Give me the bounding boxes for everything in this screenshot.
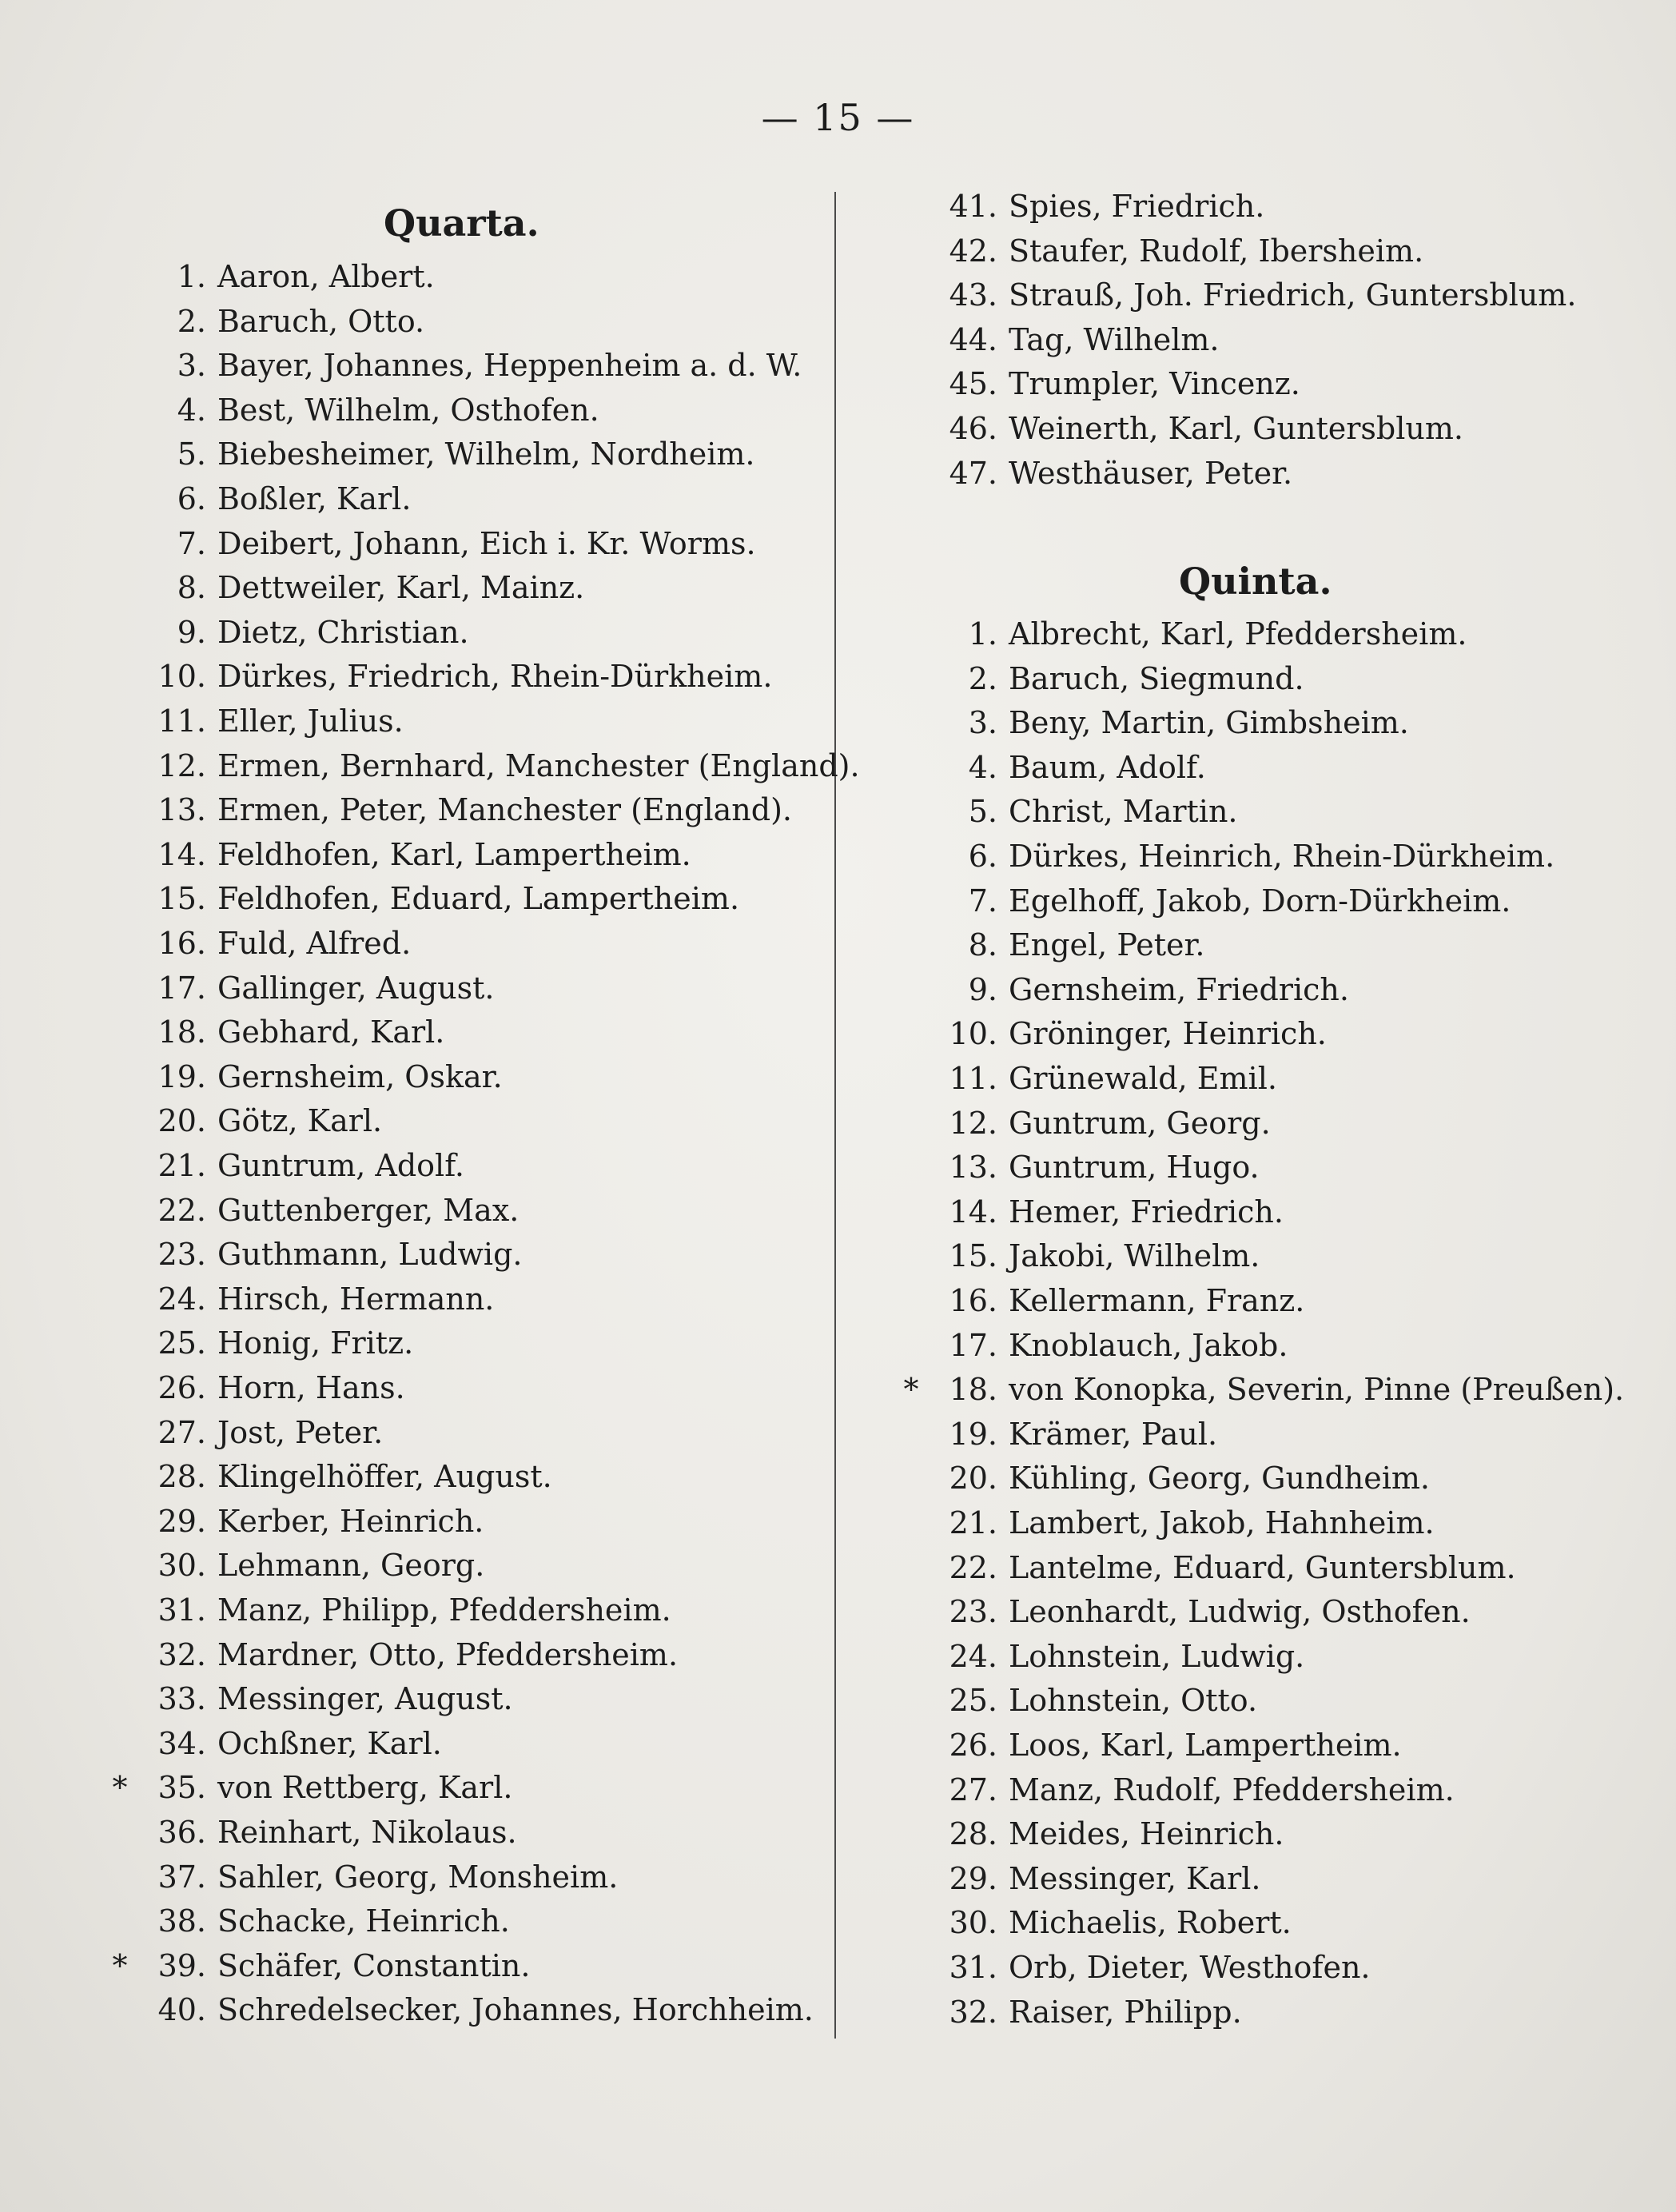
entry-number: 27.: [157, 1414, 206, 1450]
entry-number: 25.: [949, 1683, 997, 1719]
entry-number: 32.: [157, 1636, 206, 1672]
entry-name: von Rettberg, Karl.: [217, 1770, 513, 1806]
entry-number: 8.: [177, 570, 206, 606]
entry-name: Lehmann, Georg.: [217, 1548, 485, 1584]
entry-name: Schäfer, Constantin.: [217, 1947, 531, 1983]
entry-number: 30.: [949, 1905, 997, 1941]
entry-name: Orb, Dieter, Westhofen.: [1009, 1950, 1371, 1985]
entry-name: Trumpler, Vincenz.: [1009, 366, 1300, 402]
entry-number: 36.: [157, 1815, 206, 1850]
entry-number: 22.: [949, 1549, 997, 1585]
entry-number: 20.: [157, 1103, 206, 1139]
quinta-entry: [919, 834, 1555, 879]
quarta-entry: [128, 343, 802, 388]
entry-name: Dürkes, Friedrich, Rhein-Dürkheim.: [217, 659, 773, 695]
quarta-entry: [128, 565, 584, 610]
quarta-entry: [128, 966, 494, 1010]
quinta-entry: [919, 700, 1409, 745]
entry-name: Ermen, Peter, Manchester (England).: [217, 792, 792, 828]
quarta-continued-entry: [919, 317, 1219, 362]
quinta-entry: [919, 1501, 1435, 1545]
entry-name: Lambert, Jakob, Hahnheim.: [1009, 1505, 1435, 1540]
quarta-entry: [128, 432, 755, 476]
quarta-entry: [128, 1632, 678, 1677]
entry-number: 44.: [949, 321, 997, 357]
entry-name: Guntrum, Adolf.: [217, 1148, 464, 1183]
entry-number: 28.: [949, 1816, 997, 1852]
entry-number: 1.: [968, 616, 997, 652]
entry-number: 33.: [157, 1681, 206, 1717]
entry-number: 18.: [157, 1014, 206, 1050]
quinta-entry: [919, 1723, 1402, 1768]
entry-number: 31.: [157, 1592, 206, 1628]
quinta-entry: [919, 1634, 1304, 1679]
quinta-entry: [919, 1145, 1260, 1190]
entry-name: Gebhard, Karl.: [217, 1014, 445, 1050]
entry-number: 39.: [157, 1947, 206, 1983]
entry-number: 2.: [968, 660, 997, 696]
quarta-entry: [128, 299, 424, 344]
entry-number: 10.: [157, 659, 206, 695]
entry-number: 15.: [949, 1238, 997, 1274]
quinta-entry: [919, 1768, 1455, 1812]
entry-number: 24.: [949, 1638, 997, 1674]
entry-name: Reinhart, Nikolaus.: [217, 1815, 517, 1850]
quarta-entry: [128, 1721, 442, 1766]
entry-number: 35.: [157, 1770, 206, 1806]
entry-name: Guntrum, Hugo.: [1009, 1150, 1260, 1186]
quinta-entry: [919, 1101, 1271, 1146]
quarta-entry: [128, 388, 599, 432]
entry-name: Grünewald, Emil.: [1009, 1061, 1277, 1096]
entry-number: 16.: [157, 926, 206, 961]
entry-name: Guttenberger, Max.: [217, 1192, 520, 1228]
entry-number: 10.: [949, 1016, 997, 1052]
entry-number: 34.: [157, 1725, 206, 1761]
entry-name: Albrecht, Karl, Pfeddersheim.: [1009, 616, 1467, 652]
quinta-entry: [919, 1856, 1260, 1901]
quarta-entry: [128, 1054, 503, 1099]
entry-name: Beny, Martin, Gimbsheim.: [1009, 705, 1409, 741]
entry-name: Baruch, Siegmund.: [1009, 660, 1304, 696]
entry-number: 8.: [968, 927, 997, 963]
entry-number: 26.: [157, 1370, 206, 1405]
entry-number: 12.: [949, 1105, 997, 1141]
entry-name: Staufer, Rudolf, Ibersheim.: [1009, 233, 1424, 269]
entry-name: Klingelhöffer, August.: [217, 1459, 552, 1495]
entry-name: Tag, Wilhelm.: [1009, 321, 1220, 357]
quinta-entry: [919, 1011, 1327, 1056]
quinta-entry: [919, 1589, 1471, 1634]
entry-number: 7.: [968, 883, 997, 919]
entry-number: 4.: [177, 392, 206, 428]
entry-name: Schacke, Heinrich.: [217, 1903, 510, 1939]
quarta-entry: [128, 921, 411, 966]
quarta-entry: [128, 1676, 513, 1721]
entry-name: Horn, Hans.: [217, 1370, 405, 1405]
quarta-entry: [128, 1810, 517, 1855]
entry-number: 25.: [157, 1325, 206, 1361]
entry-number: 20.: [949, 1461, 997, 1497]
quinta-entry: [919, 879, 1511, 923]
quarta-entry: [128, 1410, 383, 1455]
quarta-entry: [128, 1098, 382, 1143]
entry-name: Boßler, Karl.: [217, 481, 412, 516]
quinta-entry: [919, 789, 1238, 834]
entry-number: 30.: [157, 1548, 206, 1584]
entry-number: 21.: [949, 1505, 997, 1540]
quarta-entry: [128, 743, 860, 788]
entry-number: 45.: [949, 366, 997, 402]
quarta-entry: [128, 1143, 464, 1188]
quarta-entry: [128, 1855, 618, 1899]
entry-name: Michaelis, Robert.: [1009, 1905, 1292, 1941]
entry-number: 18.: [949, 1372, 997, 1408]
entry-number: 42.: [949, 233, 997, 269]
entry-number: 15.: [157, 881, 206, 917]
entry-number: 40.: [157, 1992, 206, 2028]
entry-name: Lohnstein, Otto.: [1009, 1683, 1258, 1719]
entry-name: Strauß, Joh. Friedrich, Guntersblum.: [1009, 277, 1577, 313]
entry-name: Lantelme, Eduard, Guntersblum.: [1009, 1549, 1516, 1585]
entry-number: 37.: [157, 1859, 206, 1895]
entry-name: Egelhoff, Jakob, Dorn-Dürkheim.: [1009, 883, 1511, 919]
entry-name: Gernsheim, Friedrich.: [1009, 971, 1349, 1007]
entry-name: Kerber, Heinrich.: [217, 1503, 484, 1539]
quarta-entry: [128, 1188, 519, 1233]
quarta-entry: [128, 610, 469, 655]
entry-name: Dettweiler, Karl, Mainz.: [217, 570, 585, 606]
entry-name: Sahler, Georg, Monsheim.: [217, 1859, 619, 1895]
entry-name: Loos, Karl, Lampertheim.: [1009, 1728, 1402, 1763]
entry-number: 31.: [949, 1950, 997, 1985]
entry-mark: *: [112, 1947, 128, 1983]
entry-name: Christ, Martin.: [1009, 794, 1238, 830]
quinta-entry: [919, 612, 1467, 656]
entry-name: Manz, Philipp, Pfeddersheim.: [217, 1592, 671, 1628]
entry-number: 22.: [157, 1192, 206, 1228]
entry-name: Jost, Peter.: [217, 1414, 384, 1450]
entry-number: 9.: [968, 971, 997, 1007]
entry-number: 17.: [157, 970, 206, 1006]
quinta-entry: [919, 1545, 1516, 1590]
quarta-entry: [128, 1365, 405, 1410]
entry-number: 29.: [157, 1503, 206, 1539]
entry-name: Honig, Fritz.: [217, 1325, 414, 1361]
entry-number: 1.: [177, 259, 206, 294]
entry-name: Schredelsecker, Johannes, Horchheim.: [217, 1992, 814, 2028]
entry-name: Feldhofen, Eduard, Lampertheim.: [217, 881, 740, 917]
entry-name: Götz, Karl.: [217, 1103, 383, 1139]
quarta-entry: [128, 787, 792, 832]
entry-name: Hemer, Friedrich.: [1009, 1194, 1284, 1230]
entry-number: 27.: [949, 1772, 997, 1807]
quinta-entry: [919, 967, 1349, 1012]
entry-name: Weinerth, Karl, Guntersblum.: [1009, 411, 1463, 446]
quinta-entry: [919, 1278, 1304, 1323]
entry-number: 32.: [949, 1994, 997, 2030]
entry-name: Guthmann, Ludwig.: [217, 1237, 523, 1273]
entry-name: Bayer, Johannes, Heppenheim a. d. W.: [217, 348, 802, 384]
quarta-continued-entry: [919, 184, 1264, 229]
quinta-entry: [919, 1323, 1288, 1368]
quinta-entry: [903, 1367, 1625, 1412]
entry-name: Krämer, Paul.: [1009, 1416, 1218, 1452]
entry-mark: *: [112, 1770, 128, 1806]
quinta-entry: [919, 1234, 1260, 1278]
page-number: — 15 —: [761, 96, 915, 139]
entry-name: Leonhardt, Ludwig, Osthofen.: [1009, 1594, 1471, 1630]
entry-number: 46.: [949, 411, 997, 446]
quarta-entry: [128, 654, 772, 699]
quarta-entry: [128, 254, 435, 299]
quinta-entry: [919, 1811, 1284, 1856]
quarta-entry: [128, 1277, 494, 1321]
section-heading-quarta: Quarta.: [384, 201, 539, 245]
entry-name: Spies, Friedrich.: [1009, 189, 1265, 224]
quinta-entry: [919, 745, 1206, 790]
quinta-entry: [919, 1945, 1371, 1990]
entry-number: 16.: [949, 1283, 997, 1318]
entry-number: 5.: [177, 436, 206, 472]
entry-number: 14.: [157, 836, 206, 872]
entry-number: 29.: [949, 1860, 997, 1896]
entry-name: Eller, Julius.: [217, 703, 404, 739]
entry-number: 28.: [157, 1459, 206, 1495]
entry-name: Raiser, Philipp.: [1009, 1994, 1242, 2030]
entry-name: Hirsch, Hermann.: [217, 1281, 495, 1317]
quarta-entry: [128, 1899, 510, 1943]
entry-name: Biebesheimer, Wilhelm, Nordheim.: [217, 436, 755, 472]
entry-name: Messinger, Karl.: [1009, 1860, 1261, 1896]
entry-number: 47.: [949, 455, 997, 491]
quarta-entry: [128, 1232, 522, 1277]
quarta-continued-entry: [919, 229, 1423, 273]
entry-name: Meides, Heinrich.: [1009, 1816, 1284, 1852]
entry-name: Ochßner, Karl.: [217, 1725, 442, 1761]
entry-number: 23.: [157, 1237, 206, 1273]
quinta-entry: [919, 1190, 1284, 1234]
entry-number: 21.: [157, 1148, 206, 1183]
quarta-entry: [128, 1499, 484, 1544]
entry-name: von Konopka, Severin, Pinne (Preußen).: [1009, 1372, 1625, 1408]
entry-name: Mardner, Otto, Pfeddersheim.: [217, 1636, 679, 1672]
entry-number: 19.: [949, 1416, 997, 1452]
quarta-entry: [128, 1010, 444, 1054]
column-divider: [834, 192, 836, 2039]
quinta-entry: [919, 1456, 1430, 1501]
quarta-entry: [128, 1321, 413, 1365]
entry-number: 4.: [968, 749, 997, 785]
quarta-entry: [128, 1588, 671, 1632]
quarta-entry: [128, 1454, 552, 1499]
entry-number: 23.: [949, 1594, 997, 1630]
entry-name: Westhäuser, Peter.: [1009, 455, 1293, 491]
entry-name: Baruch, Otto.: [217, 303, 425, 339]
quinta-entry: [919, 1990, 1242, 2035]
quarta-entry: [128, 699, 404, 743]
quinta-entry: [919, 1678, 1257, 1723]
entry-number: 26.: [949, 1728, 997, 1763]
entry-number: 5.: [968, 794, 997, 830]
quarta-continued-entry: [919, 406, 1463, 451]
entry-number: 11.: [157, 703, 206, 739]
quinta-entry: [919, 1412, 1217, 1457]
quarta-entry: [128, 1543, 484, 1588]
entry-name: Kühling, Georg, Gundheim.: [1009, 1461, 1430, 1497]
entry-number: 7.: [177, 525, 206, 561]
quarta-entry: [128, 876, 739, 921]
entry-name: Baum, Adolf.: [1009, 749, 1206, 785]
entry-name: Best, Wilhelm, Osthofen.: [217, 392, 599, 428]
entry-name: Ermen, Bernhard, Manchester (England).: [217, 747, 860, 783]
quinta-entry: [919, 1900, 1292, 1945]
entry-number: 13.: [157, 792, 206, 828]
entry-name: Deibert, Johann, Eich i. Kr. Worms.: [217, 525, 756, 561]
entry-name: Dietz, Christian.: [217, 614, 469, 650]
quarta-continued-entry: [919, 361, 1300, 406]
entry-name: Aaron, Albert.: [217, 259, 435, 294]
section-heading-quinta: Quinta.: [1179, 560, 1332, 603]
entry-name: Guntrum, Georg.: [1009, 1105, 1271, 1141]
entry-name: Gernsheim, Oskar.: [217, 1058, 503, 1094]
entry-number: 41.: [949, 189, 997, 224]
entry-name: Manz, Rudolf, Pfeddersheim.: [1009, 1772, 1455, 1807]
quarta-continued-entry: [919, 273, 1576, 317]
quarta-entry: [128, 476, 411, 521]
entry-number: 24.: [157, 1281, 206, 1317]
entry-number: 19.: [157, 1058, 206, 1094]
entry-number: 13.: [949, 1150, 997, 1186]
entry-number: 17.: [949, 1327, 997, 1363]
quinta-entry: [919, 923, 1205, 967]
entry-name: Kellermann, Franz.: [1009, 1283, 1305, 1318]
quarta-entry: [112, 1765, 513, 1810]
entry-mark: *: [903, 1372, 919, 1408]
entry-number: 9.: [177, 614, 206, 650]
quarta-entry: [128, 832, 691, 877]
entry-name: Messinger, August.: [217, 1681, 513, 1717]
entry-name: Fuld, Alfred.: [217, 926, 412, 961]
entry-name: Gallinger, August.: [217, 970, 495, 1006]
entry-number: 43.: [949, 277, 997, 313]
entry-number: 3.: [968, 705, 997, 741]
entry-number: 6.: [968, 839, 997, 874]
entry-number: 11.: [949, 1061, 997, 1096]
quinta-entry: [919, 1056, 1277, 1101]
entry-name: Engel, Peter.: [1009, 927, 1205, 963]
entry-number: 3.: [177, 348, 206, 384]
entry-name: Knoblauch, Jakob.: [1009, 1327, 1288, 1363]
quarta-continued-entry: [919, 451, 1292, 496]
entry-number: 38.: [157, 1903, 206, 1939]
entry-name: Jakobi, Wilhelm.: [1009, 1238, 1260, 1274]
entry-number: 6.: [177, 481, 206, 516]
quarta-entry: [128, 521, 756, 566]
quarta-entry: [112, 1943, 531, 1988]
quinta-entry: [919, 656, 1304, 701]
entry-name: Gröninger, Heinrich.: [1009, 1016, 1327, 1052]
entry-number: 2.: [177, 303, 206, 339]
entry-number: 12.: [157, 747, 206, 783]
entry-name: Dürkes, Heinrich, Rhein-Dürkheim.: [1009, 839, 1555, 874]
entry-name: Feldhofen, Karl, Lampertheim.: [217, 836, 691, 872]
entry-name: Lohnstein, Ludwig.: [1009, 1638, 1305, 1674]
entry-number: 14.: [949, 1194, 997, 1230]
quarta-entry: [128, 1987, 814, 2032]
